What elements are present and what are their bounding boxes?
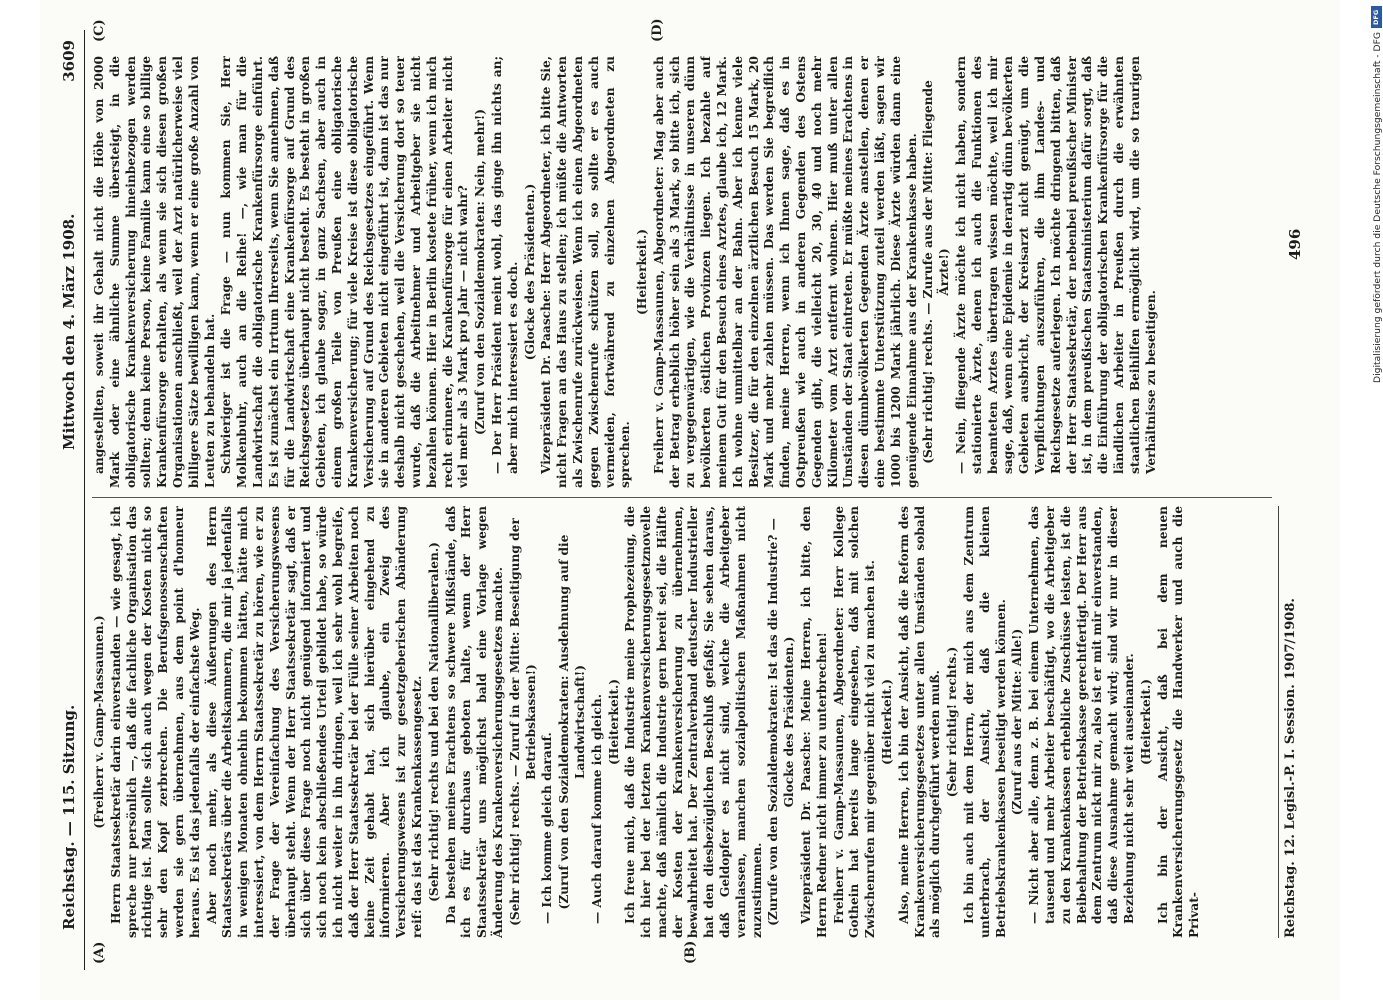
column-divider (92, 497, 1272, 498)
paragraph: (Heiterkeit.) (1138, 679, 1153, 765)
paragraph: (Heiterkeit.) (880, 679, 895, 765)
paragraph: Da bestehen meines Erachtens so schwere Mißstände, daß ich es für durchaus geboten halte, wenn der Herr Staatssekretär uns möglichst bald eine Vorlage wegen Änderung des Krankenversicherungsgesetzes machte. (443, 506, 505, 938)
dfg-credit-text: Digitalisierung gefördert durch die Deutsche Forschungsgemeinschaft - DFG (1372, 32, 1383, 383)
paragraph: Vizepräsident Dr. Paasche: Meine Herren, ich bitte, den Herrn Redner nicht immer zu unterbrechen! (799, 506, 829, 938)
paragraph: Vizepräsident Dr. Paasche: Herr Abgeordneter, ich bitte Sie, nicht Fragen an das Haus zu stellen; ich müßte die Antworten als Zwischenrufe zurückweisen. Wenn ich einen Abgeordneten gegen Zwischenrufe schützen soll, so sollte er es auch vermeiden, fortwährend zu einzelnen Abgeordneten zu sprechen. (539, 56, 633, 488)
right-column (92, 56, 1252, 488)
dfg-logo: DFG (1371, 6, 1382, 28)
paragraph: Freiherr v. Gamp-Massaunen, Abgeordneter: Mag aber auch der Betrag erheblich höher sein als 3 Mark, so bitte ich, sich zu vergegenwärtigen, wie die Verhältnisse in unseren dünn bevölkerten östlichen Provinzen liegen. Ich bezahle auf meinem Gut für den Besuch eines Arztes, glaube ich, 12 Mark. Ich wohne unmittelbar an der Bahn. Aber ich kenne viele Besitzer, die für den einzelnen ärztlichen Besuch 15 Mark, 20 Mark und mehr zahlen müssen. Das werden Sie begreiflich finden, meine Herren, wenn ich Ihnen sage, daß es in Ostpreußen wie auch in anderen Gegenden des Ostens Gegenden gibt, die vielleicht 20, 30, 40 und noch mehr Kilometer vom Arzt entfernt wohnen. Hier muß unter allen Umständen der Staat eintreten. Er müßte meines Erachtens in diesen dünnbevölkerten Gegenden Ärzte anstellen, denen er eine bestimmte Unterstützung zuteil werden läßt, sagen wir 1000 bis 1200 Mark jährlich. Diese Ärzte würden dann eine genügende Einnahme aus der Krankenkasse haben. (651, 56, 919, 488)
paragraph: Freiherr v. Gamp-Massaunen, Abgeordneter: Herr Kollege Gothein hat bereits lange eingesehen, daß mit solchen Zwischenrufen mir gegenüber nicht viel zu machen ist. (831, 506, 878, 938)
paragraph: (Sehr richtig! rechts.) (945, 646, 960, 798)
footer-imprint: Reichstag. 12. Legisl.-P. I. Session. 1907/1908. (1278, 506, 1298, 938)
paragraph: (Zurufe von den Sozialdemokraten: Ist das die Industrie? — Glocke des Präsidenten.) (766, 518, 797, 926)
paragraph: — Nein, fliegende Ärzte möchte ich nicht haben, sondern stationierte Ärzte, denen ich auch die Funktionen des beamteten Arztes übertragen wissen möchte, weil ich mir sage, daß, wenn eine Epidemie in derartig dünn bevölkerten Gebieten ausbricht, der Kreisarzt nicht genügt, um die Verpflichtungen auszuführen, die ihm Landes- und Reichsgesetze auferlegen. Ich möchte dringend bitten, daß der Herr Staatssekretär, der nebenbei preußischer Minister ist, in dem preußischen Staatsministerium dafür sorgt, daß die Einführung der obligatorischen Krankenfürsorge für die ländlichen Arbeiter in Preußen durch die erwähnten staatlichen Beihilfen ermöglicht wird, um die so traurigen Verhältnisse zu beseitigen. (954, 56, 1158, 474)
paragraph: — Der Herr Präsident meint wohl, das ginge ihn nichts an; aber mich interessiert es doch. (489, 56, 520, 474)
margin-marker-c: (C) (92, 19, 107, 42)
running-head (58, 30, 85, 970)
header-session: Reichstag. — 115. Sitzung. (60, 704, 78, 930)
paragraph: — Ich komme gleich darauf. (540, 732, 555, 924)
paragraph: Ich bin auch mit dem Herrn, der mich aus dem Zentrum unterbrach, der Ansicht, daß die kleinen Betriebskrankenkassen beseitigt werden können. (962, 506, 1008, 938)
margin-marker-b: (B) (683, 940, 698, 964)
header-page-number: 3609 (60, 40, 78, 82)
paragraph: Schwieriger ist die Frage — nun kommen Sie, Herr Molkenbuhr, auch an die Reihe! —, wie man für die Landwirtschaft die obligatorische Krankenfürsorge einführt. Es ist zunächst ein Irrtum Ihrerseits, wenn Sie annehmen, daß für die Landwirtschaft eine Krankenfürsorge auf Grund des Reichsgesetzes überhaupt nicht besteht. Es besteht in großen Gebieten, ich glaube sogar, in ganz Sachsen, aber auch in einem großen Teile von Preußen eine obligatorische Krankenversicherung; für viele Kreise ist diese obligatorische Versicherung auf Grund des Reichsgesetzes eingeführt. Wenn sie in anderen Gebieten nicht eingeführt ist, dann ist das nur deshalb nicht geschehen, weil die Versicherung dort so teuer wurde, daß die Arbeitnehmer und Arbeitgeber sie nicht bezahlen können. Hier in Berlin kostete früher, wenn ich mich recht erinnere, die Krankenfürsorge für einen Arbeiter nicht viel mehr als 3 Mark pro Jahr — nicht wahr? (219, 56, 471, 488)
paragraph: Ich bin der Ansicht, daß bei dem neuen Krankenversicherungsgesetz die Handwerker und auch die Privat- (1155, 506, 1202, 938)
paragraph: (Zuruf von den Sozialdemokraten: Ausdehnung auf die Landwirtschaft!) (557, 534, 587, 910)
paragraph: angestellten, soweit ihr Gehalt nicht die Höhe von 2000 Mark oder eine ähnliche Summe übersteigt, in die obligatorische Krankenversicherung hineinbezogen werden sollten; denn keine Person, keine Familie kann eine so billige Krankenfürsorge erhalten, als wenn sie sich diesen großen Organisationen anschließt, weil der Arzt natürlicherweise viel billigere Sätze bewilligen kann, wenn er eine große Anzahl von Leuten zu behandeln hat. (92, 56, 217, 488)
paragraph: (Heiterkeit.) (635, 229, 650, 315)
paragraph: (Sehr richtig! rechts und bei den Nationalliberalen.) (426, 542, 441, 902)
paragraph: Herrn Staatssekretär darin einverstanden — wie gesagt, ich spreche nur persönlich —, daß die fachliche Organisation das richtige ist. Man sollte sich auch wegen der Kosten nicht so sehr den Kopf zerbrechen. Die Berufsgenossenschaften werden sie gern übernehmen, aus dem point d'honneur heraus. Es ist das jedenfalls der einfachste Weg. (108, 506, 202, 938)
header-date: Mittwoch den 4. März 1908. (60, 213, 78, 450)
folio-number: 496 (1286, 228, 1304, 260)
margin-marker-d: (D) (650, 18, 665, 42)
scanned-page (40, 0, 1340, 1000)
paragraph: Aber noch mehr, als diese Äußerungen des Herrn Staatssekretärs über die Arbeitskammern, die mir ja jedenfalls in wenigen Monaten ohnehin bekommen hätten, hätte mich interessiert, von dem Herrn Staatssekretär zu hören, wie er zu der Frage der Vereinfachung des Versicherungswesens überhaupt steht. Wenn der Herr Staatssekretär sagt, daß er sich über diese Frage noch nicht genügend informiert und sich noch kein abschließendes Urteil gebildet habe, so würde ich nicht weiter in ihn dringen, weil ich sehr wohl begreife, daß der Herr Staatssekretär bei der Fülle seiner Arbeiten noch keine Zeit gehabt hat, sich hierüber eingehend zu informieren. Aber ich glaube, ein Zweig des Versicherungswesens ist zur gesetzgeberischen Abänderung reif: das ist das Krankenkassengesetz. (204, 506, 424, 938)
left-column (92, 506, 1252, 938)
paragraph: (Glocke des Präsidenten.) (522, 183, 537, 361)
paragraph: (Heiterkeit.) (606, 679, 621, 765)
paragraph: Also, meine Herren, ich bin der Ansicht, daß die Reform des Krankenversicherungsgesetzes unter allen Umständen sobald als möglich durchgeführt werden muß. (896, 506, 943, 938)
paragraph: — Nicht aber alle, denn z. B. bei einem Unternehmen, das tausend und mehr Arbeiter beschäftigt, wo die Arbeitgeber zu den Krankenkassen erhebliche Zuschüsse leisten, ist die Beibehaltung der Betriebskasse gerechtfertigt. Der Herr aus dem Zentrum nickt mir zu, also ist er mit mir einverstanden, daß diese Ausnahme gemacht wird; sind wir nur in dieser Beziehung nicht sehr weit auseinander. (1027, 506, 1136, 924)
paragraph: Ich freue mich, daß die Industrie meine Prophezeiung, die ich hier bei der letzten Krankenversicherungsgesetznovelle machte, daß nämlich die Industrie gern bereit sei, die Hälfte der Kosten der Krankenversicherung zu übernehmen, bewahrheitet hat. Der Zentralverband deutscher Industrieller hat den diesbezüglichen Beschluß gefaßt; Sie sehen daraus, daß Geldopfer es nicht sind, welche die Arbeitgeber veranlassen, manchen sozialpolitischen Maßnahmen nicht zuzustimmen. (623, 506, 764, 938)
paragraph: — Auch darauf komme ich gleich. (589, 694, 604, 924)
paragraph: (Freiherr v. Gamp-Massaunen.) (92, 615, 106, 829)
paragraph: (Zuruf aus der Mitte: Alle!) (1010, 628, 1025, 816)
paragraph: (Zuruf von den Sozialdemokraten: Nein, mehr!) (473, 109, 488, 435)
margin-marker-a: (A) (92, 941, 107, 964)
paragraph: (Sehr richtig! rechts. — Zuruf in der Mitte: Beseitigung der Betriebskassen!) (507, 518, 538, 926)
paragraph: (Sehr richtig! rechts. — Zurufe aus der Mitte: Fliegende Ärzte!) (921, 80, 952, 464)
